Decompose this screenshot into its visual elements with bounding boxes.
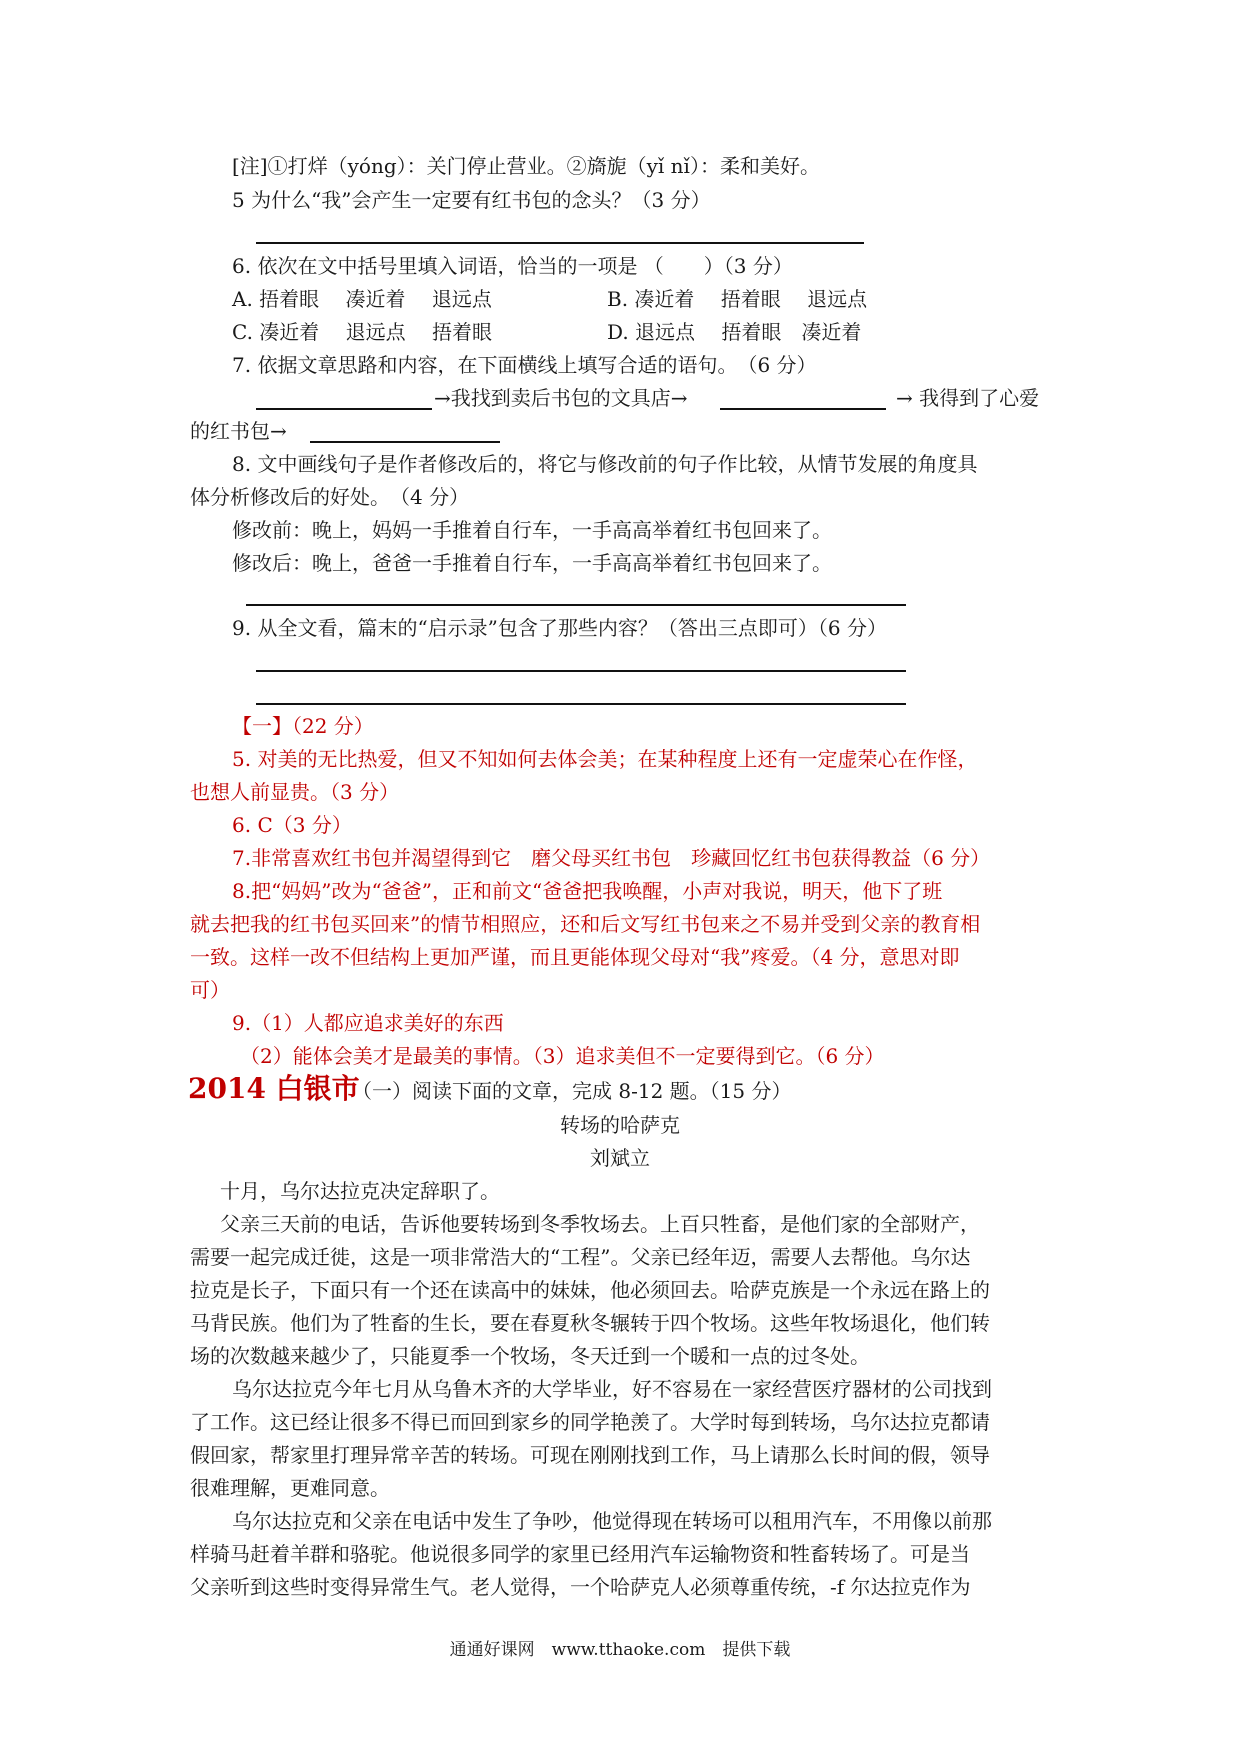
article-paragraph-line: 了工作。这已经让很多不得已而回到家乡的同学艳羡了。大学时每到转场，乌尔达拉克都请	[190, 1410, 990, 1434]
question-8-line-1: 8. 文中画线句子是作者修改后的，将它与修改前的句子作比较，从情节发展的角度具	[232, 452, 978, 476]
question-7-mid-1: →我找到卖后书包的文具店→	[434, 386, 688, 410]
question-5: 5 为什么“我”会产生一定要有红书包的念头？（3 分）	[232, 188, 711, 212]
page-footer: 通通好课网 www.tthaoke.com 提供下载	[449, 1640, 791, 1660]
article-paragraph-line: 假回家，帮家里打理异常辛苦的转场。可现在刚刚找到工作，马上请那么长时间的假，领导	[190, 1443, 990, 1467]
answer-9-line-1: 9.（1）人都应追求美好的东西	[232, 1011, 504, 1035]
answer-6: 6. C（3 分）	[232, 813, 352, 837]
note-line: [注]①打烊（yóng）：关门停止营业。②旖旎（yǐ nǐ）：柔和美好。	[232, 154, 820, 178]
article-paragraph-line: 样骑马赶着羊群和骆驼。他说很多同学的家里已经用汽车运输物资和牲畜转场了。可是当	[190, 1542, 970, 1566]
answer-line-q9-1	[256, 670, 906, 672]
answer-8-line-4: 可）	[190, 978, 230, 1002]
article-paragraph-line: 父亲听到这些时变得异常生气。老人觉得，一个哈萨克人必须尊重传统，-f 尔达拉克作为	[190, 1575, 971, 1599]
answer-blank-q7-2	[720, 408, 886, 410]
answer-blank-q7-1	[256, 408, 432, 410]
article-title: 转场的哈萨克	[560, 1113, 680, 1137]
answer-7: 7.非常喜欢红书包并渴望得到它 磨父母买红书包 珍藏回忆红书包获得教益（6 分）	[232, 846, 991, 870]
article-author: 刘斌立	[590, 1146, 650, 1170]
answer-blank-q7-3	[310, 441, 500, 443]
answer-8-line-1: 8.把“妈妈”改为“爸爸”，正和前文“爸爸把我唤醒，小声对我说，明天，他下了班	[232, 879, 943, 903]
article-paragraph-line: 十月，乌尔达拉克决定辞职了。	[220, 1179, 500, 1203]
question-6-option-b: B. 凑近着 捂着眼 退远点	[607, 287, 868, 311]
question-7-tail: 的红书包→	[190, 419, 287, 443]
article-paragraph-line: 拉克是长子，下面只有一个还在读高中的妹妹，他必须回去。哈萨克族是一个永远在路上的	[190, 1278, 990, 1302]
answer-line-q8	[246, 604, 906, 606]
question-6-option-d: D. 退远点 捂着眼 凑近着	[607, 320, 862, 344]
answer-line-q5	[256, 242, 864, 244]
section-intro: （一）阅读下面的文章，完成 8-12 题。（15 分）	[352, 1079, 792, 1103]
answer-8-line-2: 就去把我的红书包买回来”的情节相照应，还和后文写红书包来之不易并受到父亲的教育相	[190, 912, 981, 936]
answer-5-line-2: 也想人前显贵。（3 分）	[190, 780, 400, 804]
question-8-before: 修改前：晚上，妈妈一手推着自行车，一手高高举着红书包回来了。	[232, 518, 832, 542]
article-paragraph-line: 很难理解，更难同意。	[190, 1476, 390, 1500]
article-paragraph-line: 父亲三天前的电话，告诉他要转场到冬季牧场去。上百只牲畜，是他们家的全部财产，	[220, 1212, 980, 1236]
question-6-option-c: C. 凑近着 退远点 捂着眼	[232, 320, 493, 344]
answer-line-q9-2	[256, 703, 906, 705]
question-8-after: 修改后：晚上，爸爸一手推着自行车，一手高高举着红书包回来了。	[232, 551, 832, 575]
question-7-stem: 7. 依据文章思路和内容，在下面横线上填写合适的语句。 （6 分）	[232, 353, 817, 377]
article-paragraph-line: 乌尔达拉克今年七月从乌鲁木齐的大学毕业，好不容易在一家经营医疗器材的公司找到	[232, 1377, 992, 1401]
section-label: 2014 白银市	[188, 1072, 360, 1105]
answer-5-line-1: 5. 对美的无比热爱，但又不知如何去体会美；在某种程度上还有一定虚荣心在作怪，	[232, 747, 978, 771]
question-7-mid-2: → 我得到了心爱	[896, 386, 1040, 410]
answers-heading: 【一】（22 分）	[232, 714, 374, 738]
article-paragraph-line: 马背民族。他们为了牲畜的生长，要在春夏秋冬辗转于四个牧场。这些年牧场退化，他们转	[190, 1311, 990, 1335]
question-6-option-a: A. 捂着眼 凑近着 退远点	[232, 287, 492, 311]
article-paragraph-line: 场的次数越来越少了，只能夏季一个牧场，冬天迁到一个暖和一点的过冬处。	[190, 1344, 870, 1368]
answer-9-line-2: （2）能体会美才是最美的事情。（3）追求美但不一定要得到它。（6 分）	[240, 1044, 885, 1068]
article-paragraph-line: 乌尔达拉克和父亲在电话中发生了争吵，他觉得现在转场可以租用汽车，不用像以前那	[232, 1509, 992, 1533]
question-6-stem: 6. 依次在文中括号里填入词语，恰当的一项是 （ ）（3 分）	[232, 254, 793, 278]
answer-8-line-3: 一致。这样一改不但结构上更加严谨，而且更能体现父母对“我”疼爱。（4 分，意思对即	[190, 945, 960, 969]
question-9: 9. 从全文看，篇末的“启示录”包含了那些内容？（答出三点即可）（6 分）	[232, 616, 887, 640]
article-paragraph-line: 需要一起完成迁徙，这是一项非常浩大的“工程”。父亲已经年迈，需要人去帮他。乌尔达	[190, 1245, 971, 1269]
question-8-line-2: 体分析修改后的好处。 （4 分）	[190, 485, 470, 509]
